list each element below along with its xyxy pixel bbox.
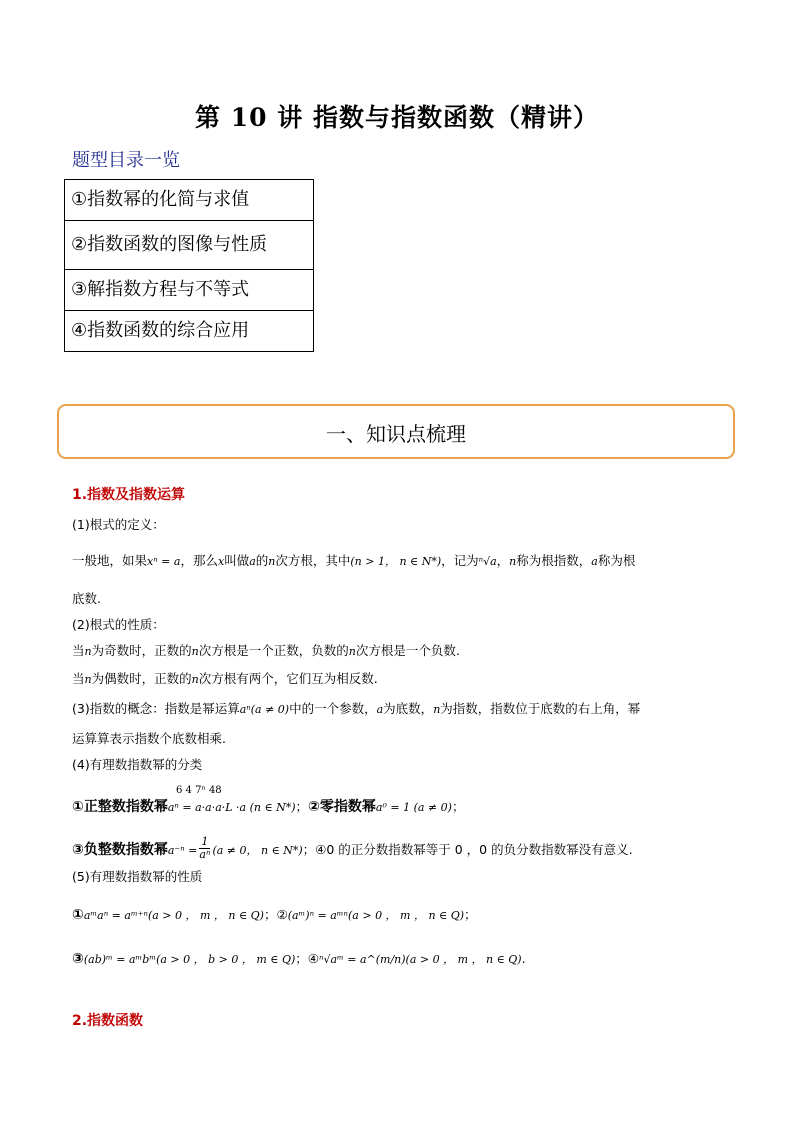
paragraph: ③(ab)ᵐ = aᵐbᵐ(a > 0 ， b > 0 ， m ∈ Q)；④ⁿ√aᵐ = a^(m/n)(a > 0 ， m ， n ∈ Q).: [72, 951, 526, 967]
toc-heading: 题型目录一览: [72, 150, 180, 171]
paragraph: ③负整数指数幂a⁻ⁿ = $\frac{1}{\text{aⁿ}}$ (a ≠ 0， n ∈ N*)；④0 的正分数指数幂等于 0 ，0 的负分数指数幂没有意义.: [72, 835, 633, 861]
section-title: 一、知识点梳理: [326, 422, 466, 446]
toc-item: ②指数函数的图像与性质: [65, 221, 314, 270]
heading-exponent-ops: 1.指数及指数运算: [72, 487, 186, 503]
paragraph: ①正整数指数幂aⁿ = a·a·a·L ·a (n ∈ N*)；②零指数幂a⁰ = 1 (a ≠ 0)；: [72, 799, 465, 815]
page-title: 第 10 讲 指数与指数函数（精讲）: [195, 103, 599, 132]
paragraph: (5)有理数指数幂的性质: [72, 869, 203, 884]
toc-item: ①指数幂的化简与求值: [65, 180, 314, 221]
paragraph: (1)根式的定义：: [72, 517, 165, 532]
section-banner: [57, 404, 735, 459]
paragraph: (3)指数的概念：指数是幂运算aⁿ(a ≠ 0)中的一个参数，a为底数，n为指数，指数位于底数的右上角，幂: [72, 701, 641, 716]
toc-item: ④指数函数的综合应用: [65, 311, 314, 352]
toc-item: ③解指数方程与不等式: [65, 270, 314, 311]
paragraph: ①aᵐaⁿ = aᵐ⁺ⁿ(a > 0 ， m ， n ∈ Q)；②(aᵐ)ⁿ = aᵐⁿ(a > 0 ， m ， n ∈ Q)；: [72, 907, 477, 923]
toc-table: [64, 179, 314, 352]
paragraph: 当n为偶数时，正数的n次方根有两个，它们互为相反数.: [72, 671, 378, 686]
paragraph: (4)有理数指数幂的分类: [72, 757, 203, 772]
paragraph: 当n为奇数时，正数的n次方根是一个正数，负数的n次方根是一个负数.: [72, 643, 460, 658]
paragraph: 运算算表示指数个底数相乘.: [72, 731, 226, 746]
paragraph: (2)根式的性质：: [72, 617, 165, 632]
heading-exponential-function: 2.指数函数: [72, 1013, 144, 1029]
overbrace-label: 6 4 7ⁿ 48: [176, 785, 222, 796]
paragraph: 底数.: [72, 591, 101, 606]
paragraph: 一般地，如果xⁿ = a，那么x叫做a的n次方根，其中(n > 1， n ∈ N*)，记为ⁿ√a，n称为根指数，a称为根: [72, 553, 636, 568]
